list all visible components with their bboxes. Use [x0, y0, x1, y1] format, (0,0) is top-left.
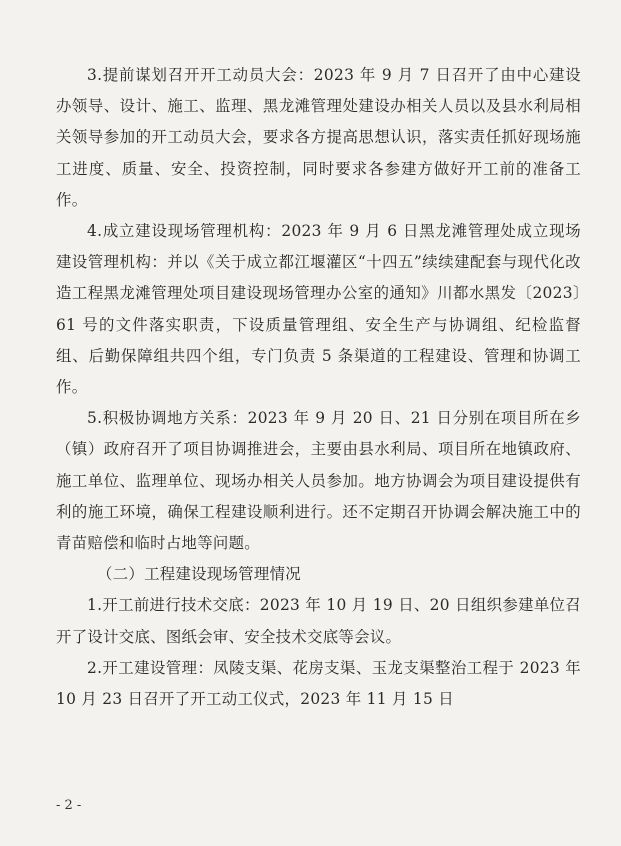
paragraph-1-technical-briefing: 1.开工前进行技术交底：2023 年 10 月 19 日、20 日组织参建单位召开了设计交底、图纸会审、安全技术交底等会议。	[56, 596, 581, 646]
page-number: - 2 -	[56, 798, 82, 813]
document-body	[56, 60, 581, 715]
section-heading-site-management: （二）工程建设现场管理情况	[97, 565, 301, 584]
paragraph-3-kickoff-meeting: 3.提前谋划召开开工动员大会：2023 年 9 月 7 日召开了由中心建设办领导、设计、施工、监理、黑龙滩管理处建设办相关人员以及县水利局相关领导参加的开工动员大会，要求各方提高思想认识，落实责任抓好现场施工进度、质量、安全、投资控制，同时要求各参建方做好开工前的准备工作。	[56, 66, 581, 209]
paragraph-2-construction-management: 2.开工建设管理：凤陵支渠、花房支渠、玉龙支渠整治工程于 2023 年 10 月 23 日召开了开工动工仪式，2023 年 11 月 15 日	[56, 658, 581, 709]
paragraph-5-local-coordination: 5.积极协调地方关系：2023 年 9 月 20 日、21 日分别在项目所在乡（镇）政府召开了项目协调推进会，主要由县水利局、项目所在地镇政府、施工单位、监理单位、现场办相关人员参加。地方协调会为项目建设提供有利的施工环境，确保工程建设顺利进行。还不定期召开协调会解决施工中的青苗赔偿和临时占地等问题。	[56, 409, 581, 553]
paragraph-4-site-management-office: 4.成立建设现场管理机构：2023 年 9 月 6 日黑龙滩管理处成立现场建设管理机构：并以《关于成立都江堰灌区“十四五”续续建配套与现代化改造工程黑龙滩管理处项目建设现场管理办公室的通知》川都水黑发〔2023〕61 号的文件落实职责，下设质量管理组、安全生产与协调组、纪检监督组、后勤保障组共四个组，专门负责 5 条渠道的工程建设、管理和协调工作。	[56, 222, 581, 397]
